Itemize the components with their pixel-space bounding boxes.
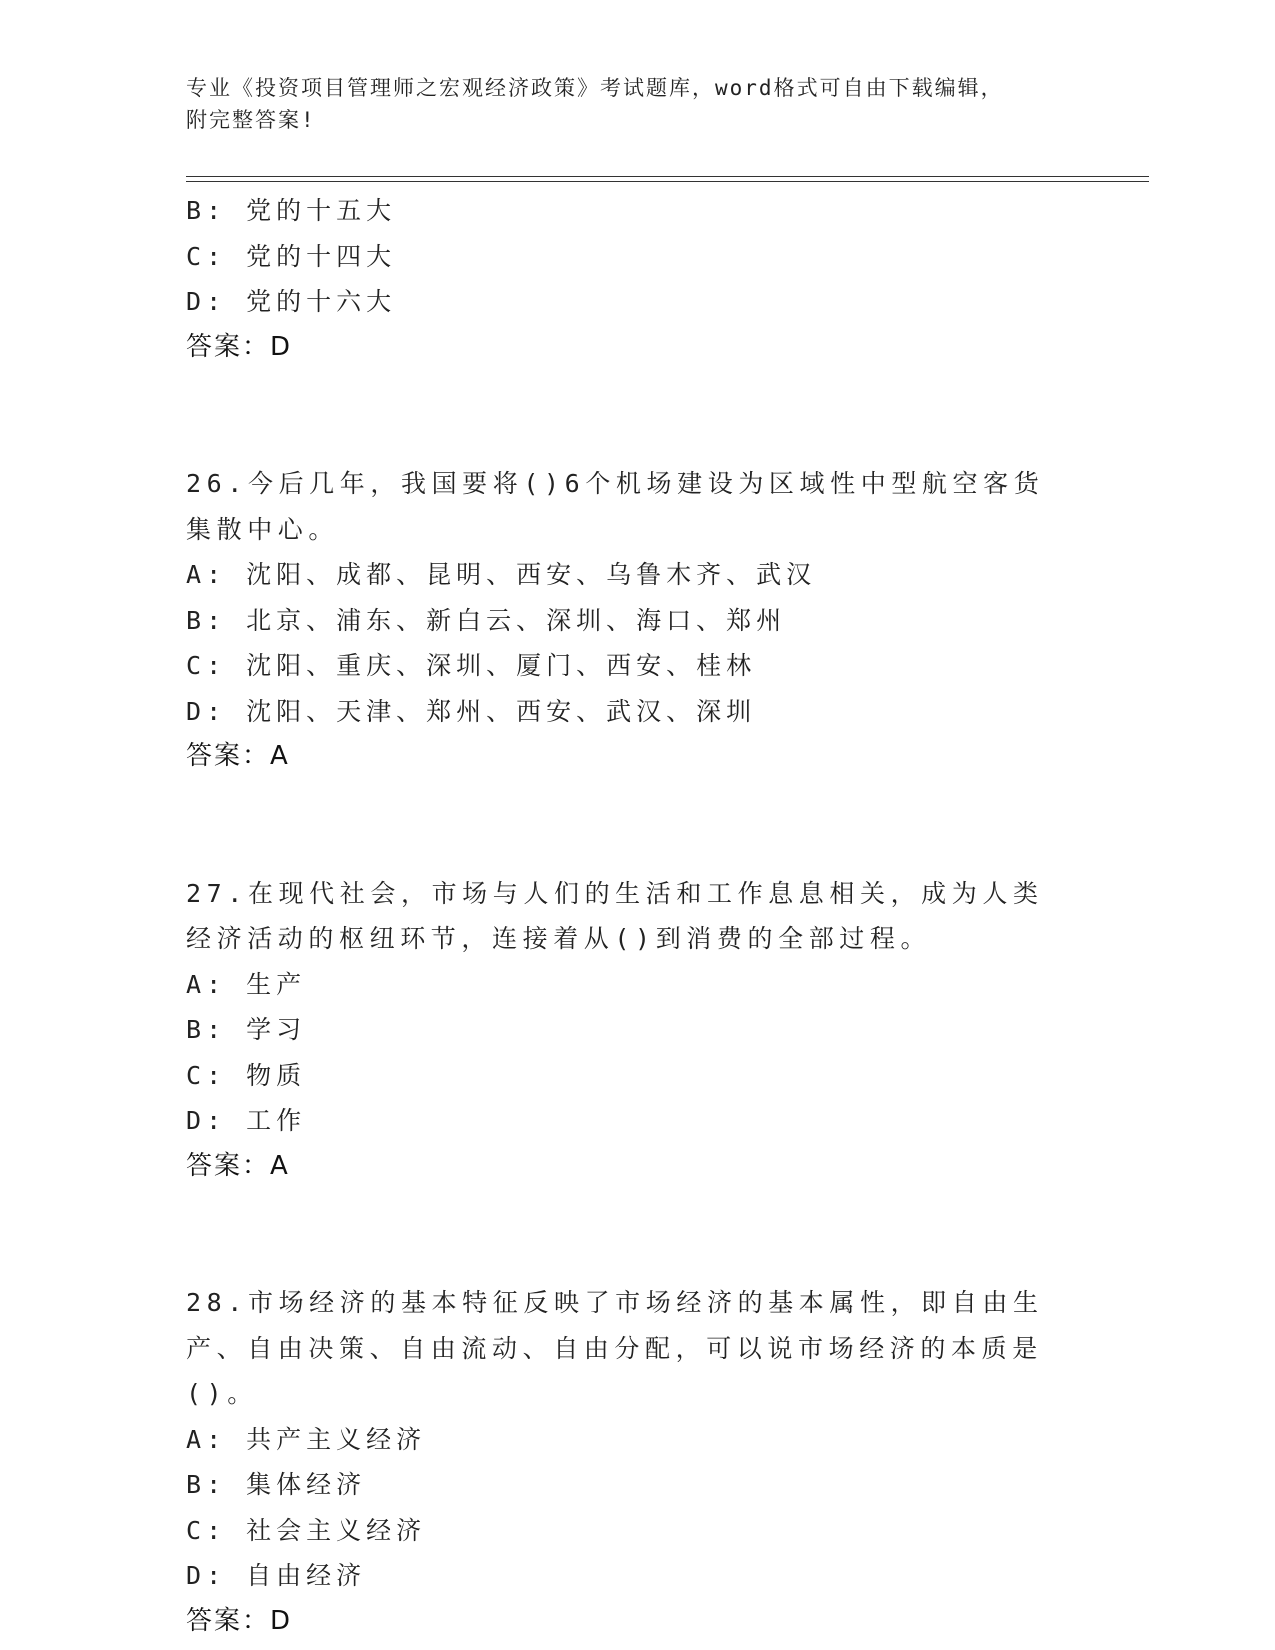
option-text: 沈阳、重庆、深圳、厦门、西安、桂林 [246,651,757,680]
option-a: A: 生产 [186,969,307,999]
option-text: 党的十五大 [246,196,397,225]
option-letter: D [186,696,207,726]
question-spacer [186,780,1086,871]
option-text: 党的十六大 [246,287,397,316]
partial-question [186,188,1086,370]
answer-line [186,1599,1086,1645]
question-27 [186,871,1086,1190]
option-c: C: 党的十四大 [186,241,397,271]
option-text: 工作 [246,1106,307,1135]
option-text: 沈阳、天津、郑州、西安、武汉、深圳 [246,696,757,726]
option-text: 北京、浦东、新白云、深圳、海口、郑州 [246,605,787,635]
option-a: A: 共产主义经济 [186,1424,427,1454]
option-text: 自由经济 [246,1561,367,1590]
option-d: D: 沈阳、天津、郑州、西安、武汉、深圳 [186,696,757,726]
option-text: 沈阳、成都、昆明、西安、乌鲁木齐、武汉 [246,560,817,589]
option-letter: D [186,287,207,316]
option-b: B: 北京、浦东、新白云、深圳、海口、郑州 [186,605,787,635]
answer-value: D [270,1605,293,1636]
option-c: C: 社会主义经济 [186,1515,427,1545]
question-stem: 今后几年，我国要将()6个机场建设为区域性中型航空客货集散中心。 [186,469,1045,544]
option-letter: B [186,605,207,635]
option-d: D: 工作 [186,1106,307,1135]
question-28 [186,1280,1086,1644]
answer-value: D [270,331,293,362]
option-letter: B [186,196,207,225]
option-text: 党的十四大 [246,241,397,271]
option-c: C: 沈阳、重庆、深圳、厦门、西安、桂林 [186,651,757,680]
answer-line [186,734,1086,780]
question-text [186,461,1066,552]
option-b: B: 党的十五大 [186,196,397,225]
option-letter: A [186,969,207,999]
option-letter: B [186,1015,207,1044]
option-b: B: 集体经济 [186,1470,367,1499]
question-number: 27. [186,878,248,908]
question-stem: 在现代社会，市场与人们的生活和工作息息相关，成为人类经济活动的枢纽环节，连接着从()到消费的全部过程。 [186,878,1044,953]
option-text: 集体经济 [246,1470,367,1499]
answer-line [186,325,1086,371]
header-line-2: 附完整答案! [186,108,316,132]
option-text: 共产主义经济 [246,1424,427,1454]
option-b: B: 学习 [186,1015,307,1044]
question-text [186,871,1066,962]
option-c: C: 物质 [186,1060,307,1090]
question-spacer [186,1189,1086,1280]
header-divider-bottom [186,181,1149,182]
question-text [186,1280,1066,1417]
option-letter: D [186,1106,207,1135]
header-line-1: 专业《投资项目管理师之宏观经济政策》考试题库，word格式可自由下载编辑， [186,76,1004,100]
answer-value: A [270,741,290,771]
document-header [186,72,1066,136]
option-letter: D [186,1561,207,1590]
option-a: A: 沈阳、成都、昆明、西安、乌鲁木齐、武汉 [186,560,817,589]
option-text: 社会主义经济 [246,1515,427,1545]
option-letter: C [186,1060,207,1090]
question-stem: 市场经济的基本特征反映了市场经济的基本属性，即自由生产、自由决策、自由流动、自由分配，可以说市场经济的本质是()。 [186,1288,1044,1408]
option-letter: C [186,241,207,271]
question-spacer [186,370,1086,461]
option-text: 学习 [246,1015,307,1044]
option-letter: A [186,560,207,589]
question-number: 26. [186,469,248,498]
option-text: 物质 [246,1060,307,1090]
answer-line [186,1144,1086,1190]
option-letter: C [186,1515,207,1545]
question-number: 28. [186,1288,248,1317]
option-letter: C [186,651,207,680]
option-text: 生产 [246,969,307,999]
answer-label: 答案： [186,741,271,771]
option-d: D: 党的十六大 [186,287,397,316]
answer-label: 答案： [186,1605,271,1636]
answer-label: 答案： [186,331,271,362]
question-list [186,188,1086,1644]
answer-label: 答案： [186,1150,271,1181]
option-letter: B [186,1470,207,1499]
answer-value: A [270,1150,290,1181]
option-d: D: 自由经济 [186,1561,367,1590]
header-divider-top [186,176,1149,177]
option-letter: A [186,1424,207,1454]
question-26 [186,461,1086,780]
